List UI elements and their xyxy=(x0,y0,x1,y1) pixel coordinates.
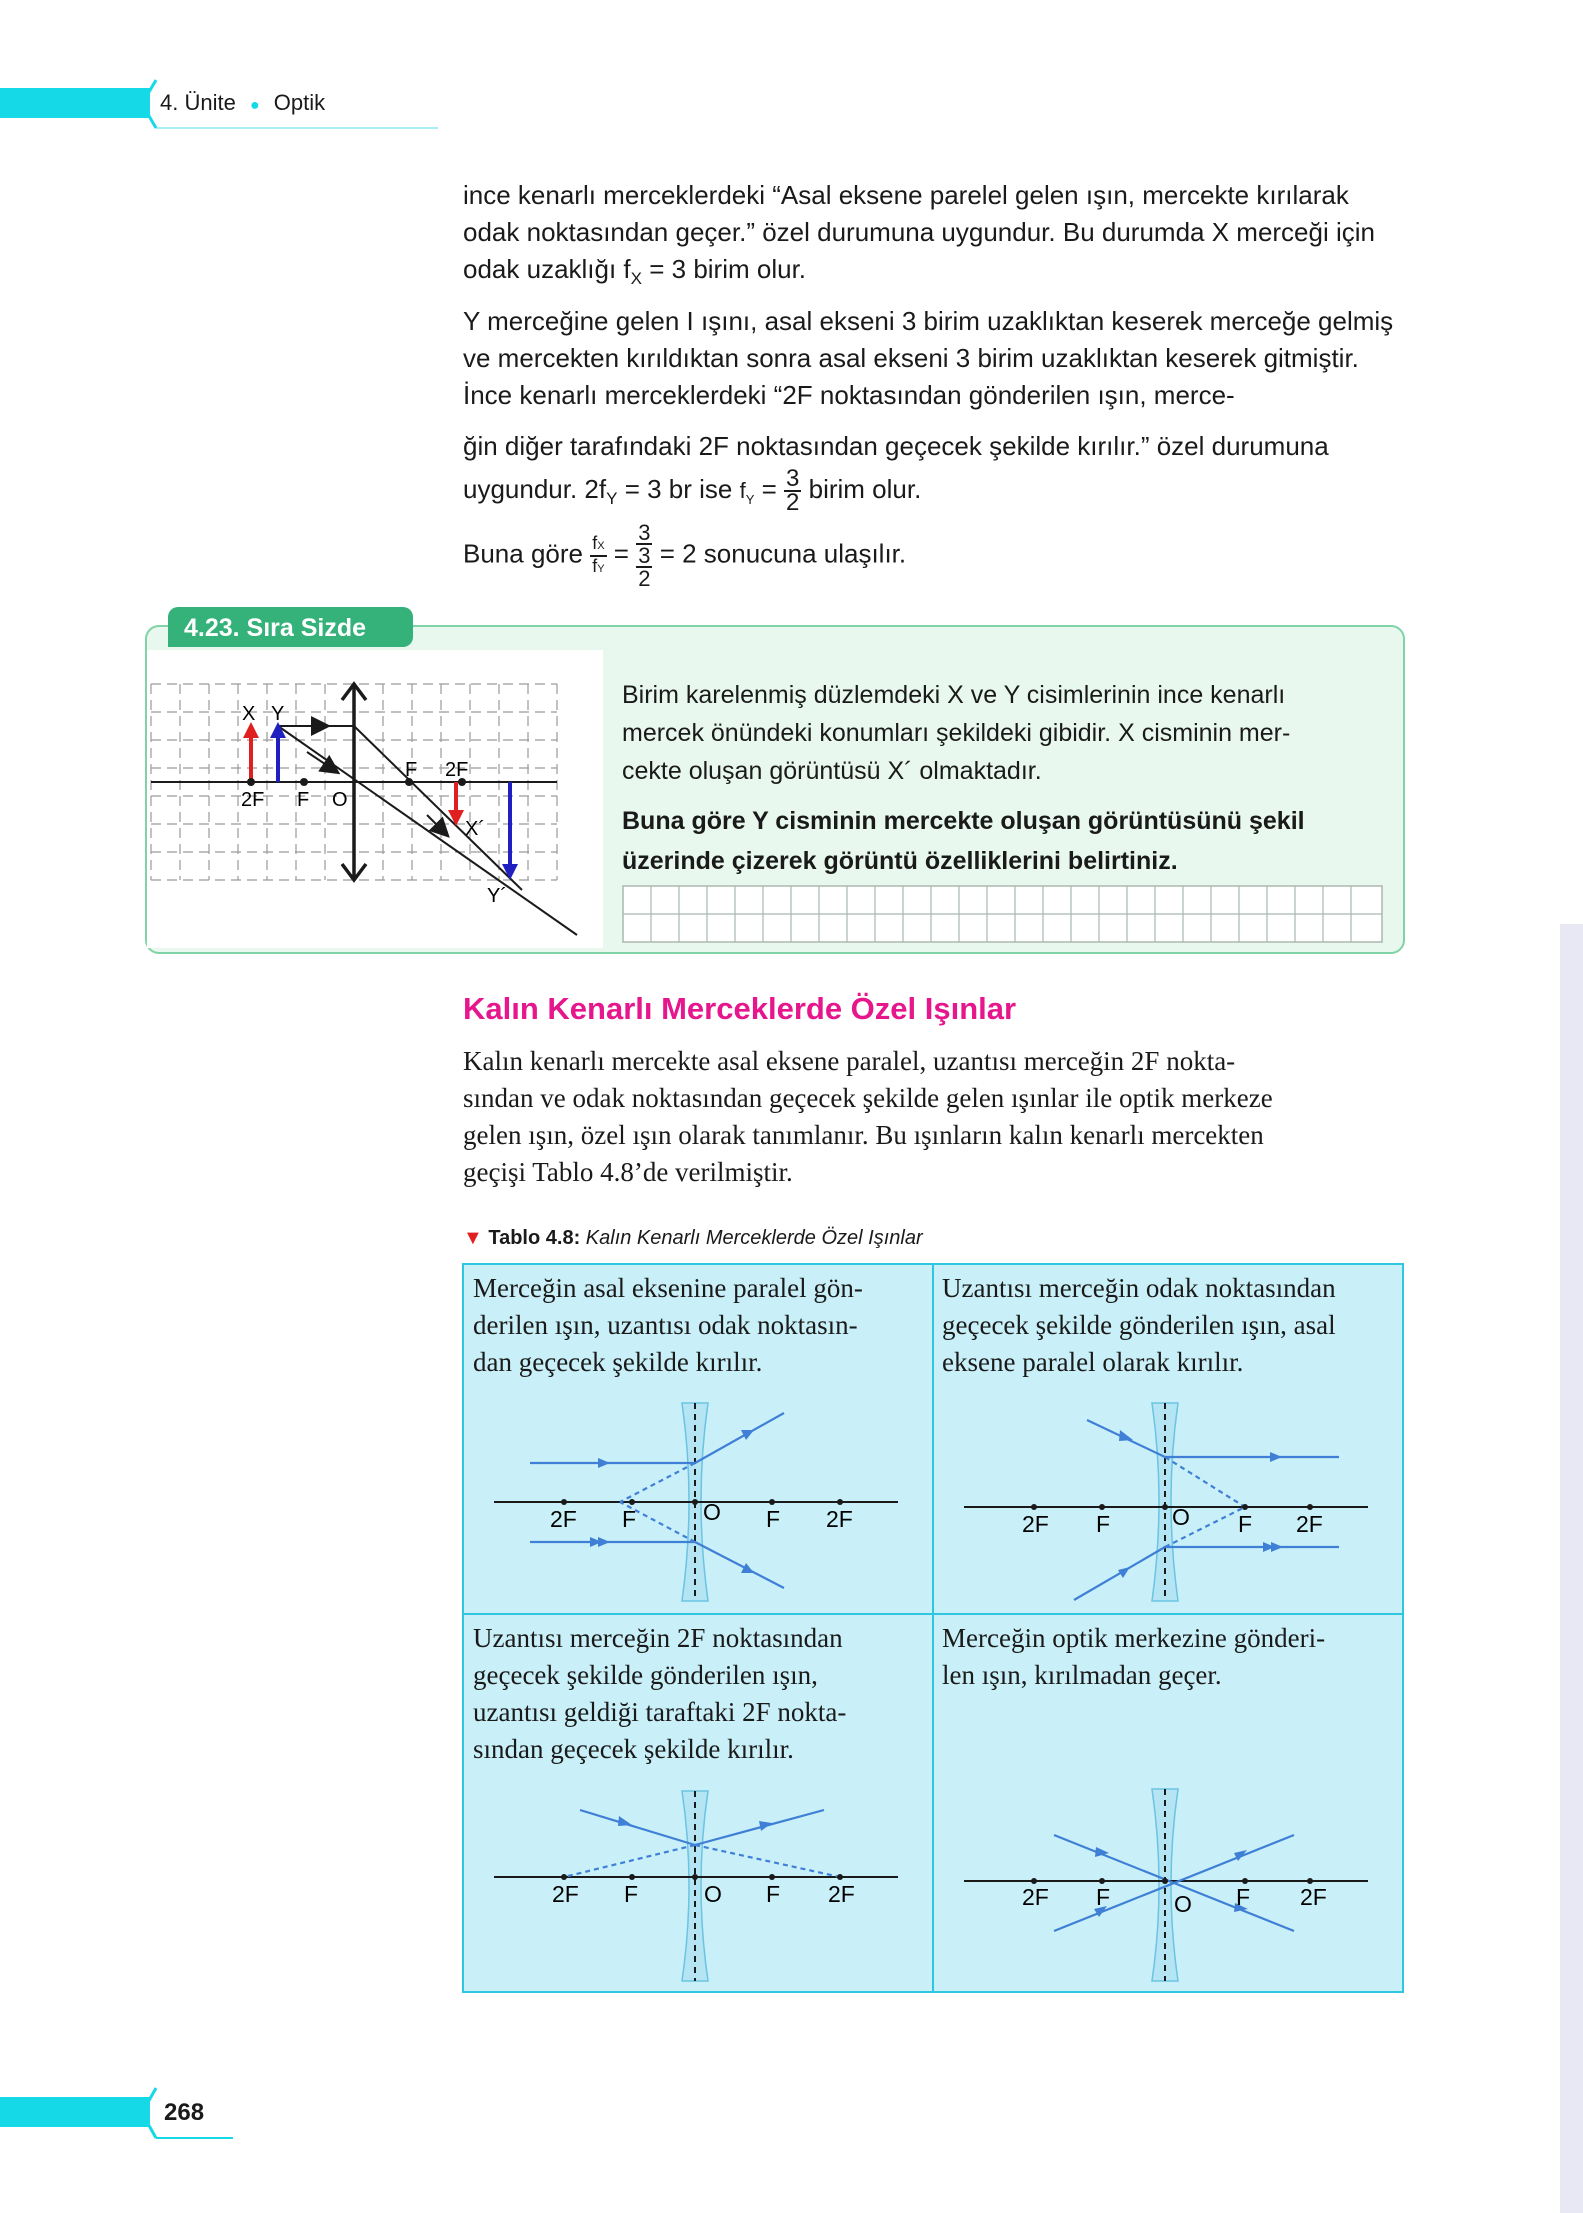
table-caption xyxy=(463,1224,923,1252)
intro-paragraph-3: ğin diğer tarafındaki 2F noktasından geçecek şekilde kırılır.” özel durumuna xyxy=(463,431,1329,461)
section-body: Kalın kenarlı mercekte asal eksene paralel, uzantısı merceğin 2F nokta- sından ve odak noktasından geçecek şekilde gelen ışınlar ile optik merkeze gelen ışın, özel ışın olarak tanımlanır. Bu ışınların kalın kenarlı mercekten geçişi Tablo 4.8’de verilmiştir. xyxy=(463,1046,1273,1187)
label-2f-right: 2F xyxy=(445,759,469,781)
activity-lens-figure xyxy=(147,650,603,948)
diagram-center-ray xyxy=(934,1785,1402,1990)
diagram-parallel-ray xyxy=(464,1395,930,1611)
intro-paragraph-4: uygundur. $2f_Y = 3$ br ise $f_Y$ = $\frac{3}{2}$ birim olur. xyxy=(463,465,922,516)
svg-text:2F: 2F xyxy=(1296,1511,1323,1537)
svg-text:O: O xyxy=(704,1881,722,1907)
header-unit: 4. Ünite xyxy=(160,90,236,115)
image-y-arrow xyxy=(502,782,518,880)
svg-text:2F: 2F xyxy=(828,1881,855,1907)
table-divider-horizontal xyxy=(462,1613,1404,1615)
svg-text:F: F xyxy=(1236,1884,1251,1910)
table-cell-2-text: Uzantısı merceğin odak noktasından geçecek şekilde gönderilen ışın, asal eksene paralel olarak kırılır. xyxy=(942,1273,1336,1377)
intro-paragraph-5: Buna göre $\frac{fX}{fY}$ = 3 3 2 = 2 sonucuna ulaşılır. xyxy=(463,520,907,591)
caption-text: Kalın Kenarlı Merceklerde Özel Işınlar xyxy=(580,1227,923,1249)
diagram-focal-ray xyxy=(934,1395,1402,1611)
fraction-compound: 3 3 2 xyxy=(638,520,651,591)
svg-text:F: F xyxy=(1238,1511,1253,1537)
label-x-image: X´ xyxy=(465,818,485,840)
svg-text:O: O xyxy=(703,1499,721,1525)
label-f-right: F xyxy=(405,759,418,781)
activity-label: 4.23. Sıra Sizde xyxy=(184,614,367,642)
caption-label: Tablo 4.8: xyxy=(488,1227,581,1249)
svg-text:2F: 2F xyxy=(1022,1884,1049,1910)
svg-text:O: O xyxy=(1174,1891,1192,1917)
intro-paragraph-1: ince kenarlı merceklerdeki “Asal eksene parelel gelen ışın, mercekte kırılarak odak noktasından geçer.” özel durumuna uygundur. Bu durumda X merceği için odak uzaklığı $f_X = 3$ birim olur. xyxy=(463,180,1375,288)
fraction-three-halves: $\frac{3}{2}$ xyxy=(786,465,800,516)
label-o: O xyxy=(332,789,348,811)
activity-question: Birim karelenmiş düzlemdeki X ve Y cisimlerinin ince kenarlı mercek önündeki konumları şekildeki gibidir. X cisminin mer- cekte oluşan görüntüsü X´ olmaktadır. xyxy=(622,681,1291,785)
diagram-2f-ray xyxy=(464,1785,930,1990)
label-y-image: Y´ xyxy=(487,885,507,907)
svg-text:2F: 2F xyxy=(550,1506,577,1532)
header-separator: ● xyxy=(249,97,260,114)
footer-bar xyxy=(0,2097,150,2127)
fraction-fx-fy: $\frac{fX}{fY}$ xyxy=(592,532,605,576)
table-cell-3-text: Uzantısı merceğin 2F noktasından geçecek şekilde gönderilen ışın, uzantısı geldiği taraftaki 2F nokta- sından geçecek şekilde kırılır. xyxy=(473,1623,847,1764)
svg-text:2F: 2F xyxy=(552,1881,579,1907)
page-number: 268 xyxy=(164,2099,205,2126)
header-bar xyxy=(0,88,150,118)
label-2f-left: 2F xyxy=(241,789,265,811)
light-rays xyxy=(278,726,577,935)
table-cell-1-text: Merceğin asal eksenine paralel gön- derilen ışın, uzantısı odak noktasın- dan geçecek şekilde kırılır. xyxy=(473,1273,863,1377)
svg-text:F: F xyxy=(766,1881,781,1907)
svg-text:2F: 2F xyxy=(826,1506,853,1532)
label-x: X xyxy=(242,703,256,725)
answer-grid[interactable] xyxy=(622,885,1384,943)
side-strip xyxy=(1560,924,1583,2213)
object-x-arrow xyxy=(243,722,259,782)
caption-marker: ▼ xyxy=(463,1227,483,1249)
svg-text:F: F xyxy=(622,1506,637,1532)
label-y: Y xyxy=(271,703,285,725)
section-title: Kalın Kenarlı Merceklerde Özel Işınlar xyxy=(463,991,1017,1026)
label-f-left: F xyxy=(297,789,310,811)
svg-text:F: F xyxy=(766,1506,781,1532)
intro-paragraph-2: Y merceğine gelen I ışını, asal ekseni 3 birim uzaklıktan keserek merceğe gelmiş ve mercekten kırıldıktan sonra asal ekseni 3 birim uzaklıktan keserek gitmiştir. İnce kenarlı merceklerdeki “2F noktasından gönderilen ışın, merce- xyxy=(463,306,1394,410)
svg-text:F: F xyxy=(624,1881,639,1907)
svg-text:F: F xyxy=(1096,1511,1111,1537)
svg-text:F: F xyxy=(1096,1884,1111,1910)
activity-task: Buna göre Y cisminin mercekte oluşan görüntüsünü şekil üzerinde çizerek görüntü özelliklerini belirtiniz. xyxy=(622,807,1305,875)
header-topic: Optik xyxy=(273,90,326,115)
svg-text:2F: 2F xyxy=(1300,1884,1327,1910)
svg-text:2F: 2F xyxy=(1022,1511,1049,1537)
header-breadcrumb xyxy=(160,89,325,120)
table-cell-4-text: Merceğin optik merkezine gönderi- len ışın, kırılmadan geçer. xyxy=(942,1623,1326,1690)
svg-text:O: O xyxy=(1172,1504,1190,1530)
